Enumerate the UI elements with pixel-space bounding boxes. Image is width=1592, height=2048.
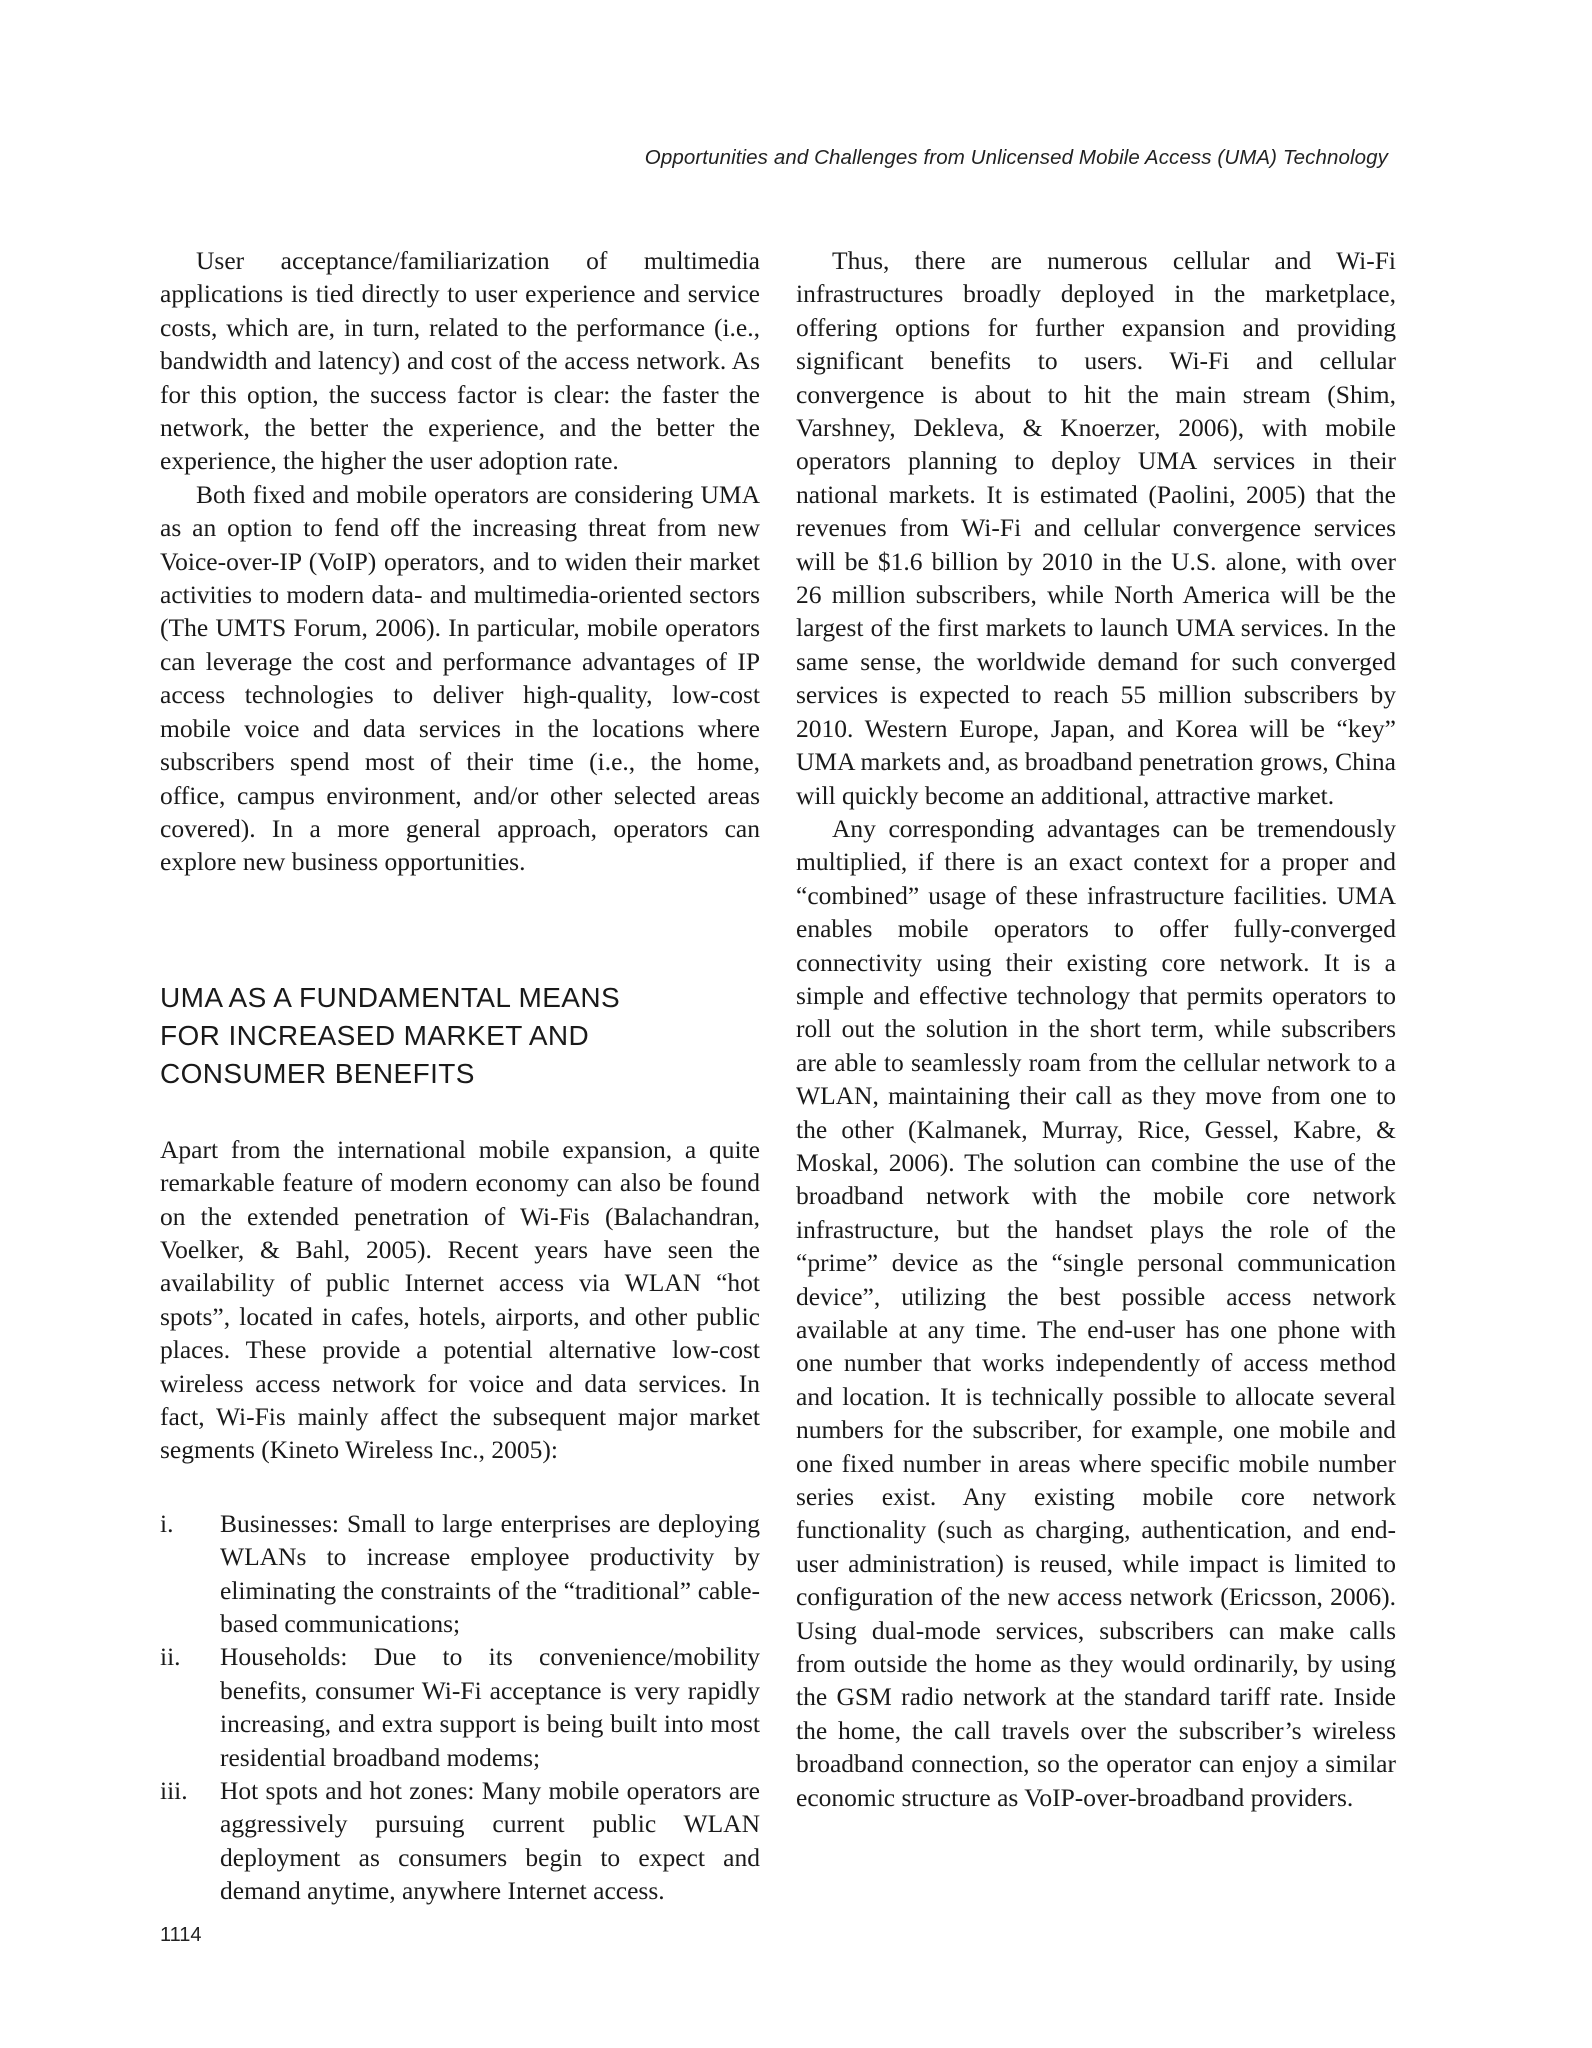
section-heading-line-3: CONSUMER BENEFITS <box>160 1057 475 1089</box>
left-column <box>160 244 760 1908</box>
right-paragraph-1: Thus, there are numerous cellular and Wi-Fi infrastructures broadly deployed in the marketplace, offering options for further expansion and providing significant benefits to users. Wi-Fi and cellular convergence is about to hit the main stream (Shim, Varshney, Dekleva, & Knoerzer, 2006), with mobile operators planning to deploy UMA services in their national markets. It is estimated (Paolini, 2005) that the revenues from Wi-Fi and cellular convergence services will be $1.6 billion by 2010 in the U.S. alone, with over 26 million subscribers, while North America will be the largest of the first markets to launch UMA services. In the same sense, the worldwide demand for such converged services is expected to reach 55 million subscribers by 2010. Western Europe, Japan, and Korea will be “key” UMA markets and, as broadband penetration grows, China will quickly become an additional, attractive market. <box>796 246 1396 810</box>
left-paragraph-3: Apart from the international mobile expansion, a quite remarkable feature of modern economy can also be found on the extended penetration of Wi-Fis (Balachandran, Voelker, & Bahl, 2005). Recent years have seen the availability of public Internet access via WLAN “hot spots”, located in cafes, hotels, airports, and other public places. These provide a potential alternative low-cost wireless access network for voice and data services. In fact, Wi-Fis mainly affect the subsequent major market segments (Kineto Wireless Inc., 2005): <box>160 1134 760 1465</box>
market-segments-list <box>160 1507 760 1908</box>
list-marker: iii. <box>160 1776 188 1806</box>
list-item-text: Households: Due to its convenience/mobility benefits, consumer Wi-Fi acceptance is very rapidly increasing, and extra support is being built into most residential broadband modems; <box>220 1642 760 1772</box>
left-paragraph-1: User acceptance/familiarization of multimedia applications is tied directly to user experience and service costs, which are, in turn, related to the performance (i.e., bandwidth and latency) and cost of the access network. As for this option, the success factor is clear: the faster the network, the better the experience, and the better the experience, the higher the user adoption rate. <box>160 246 760 476</box>
left-paragraph-2: Both fixed and mobile operators are considering UMA as an option to fend off the increasing threat from new Voice-over-IP (VoIP) operators, and to widen their market activities to modern data- and multimedia-oriented sectors (The UMTS Forum, 2006). In particular, mobile operators can leverage the cost and performance advantages of IP access technologies to deliver high-quality, low-cost mobile voice and data services in the locations where subscribers spend most of their time (i.e., the home, office, campus environment, and/or other selected areas covered). In a more general approach, operators can explore new business opportunities. <box>160 479 760 877</box>
list-marker: ii. <box>160 1642 181 1672</box>
list-marker: i. <box>160 1508 174 1538</box>
section-heading-line-2: FOR INCREASED MARKET AND <box>160 1019 590 1051</box>
list-item <box>160 1640 760 1774</box>
running-header: Opportunities and Challenges from Unlicensed Mobile Access (UMA) Technology <box>644 146 1388 169</box>
right-column <box>796 244 1396 1814</box>
list-item <box>160 1507 760 1641</box>
list-item-text: Businesses: Small to large enterprises are deploying WLANs to increase employee productivity by eliminating the constraints of the “traditional” cable-based communications; <box>220 1508 760 1638</box>
list-item-text: Hot spots and hot zones: Many mobile operators are aggressively pursuing current public WLAN deployment as consumers begin to expect and demand anytime, anywhere Internet access. <box>220 1776 760 1906</box>
section-heading <box>160 979 760 1093</box>
section-heading-line-1: UMA AS A FUNDAMENTAL MEANS <box>160 981 621 1013</box>
page-number: 1114 <box>160 1924 202 1946</box>
list-item <box>160 1774 760 1908</box>
right-paragraph-2: Any corresponding advantages can be tremendously multiplied, if there is an exact context for a proper and “combined” usage of these infrastructure facilities. UMA enables mobile operators to offer fully-converged connectivity using their existing core network. It is a simple and effective technology that permits operators to roll out the solution in the short term, while subscribers are able to seamlessly roam from the cellular network to a WLAN, maintaining their call as they move from one to the other (Kalmanek, Murray, Rice, Gessel, Kabre, & Moskal, 2006). The solution can combine the use of the broadband network with the mobile core network infrastructure, but the handset plays the role of the “prime” device as the “single personal communication device”, utilizing the best possible access network available at any time. The end-user has one phone with one number that works independently of access method and location. It is technically possible to allocate several numbers for the subscriber, for example, one mobile and one fixed number in areas where specific mobile number series exist. Any existing mobile core network functionality (such as charging, authentication, and end-user administration) is reused, while impact is limited to configuration of the new access network (Ericsson, 2006). Using dual-mode services, subscribers can make calls from outside the home as they would ordinarily, by using the GSM radio network at the standard tariff rate. Inside the home, the call travels over the subscriber’s wireless broadband connection, so the operator can enjoy a similar economic structure as VoIP-over-broadband providers. <box>796 813 1396 1812</box>
